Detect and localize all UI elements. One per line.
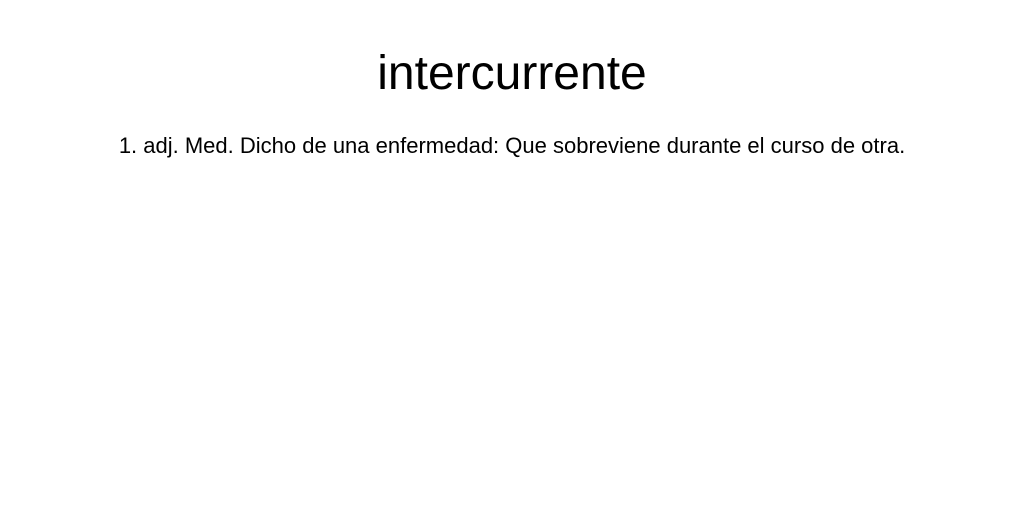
headword: intercurrente [377, 47, 647, 100]
definition-text: 1. adj. Med. Dicho de una enfermedad: Que sobreviene durante el curso de otra. [118, 133, 906, 158]
